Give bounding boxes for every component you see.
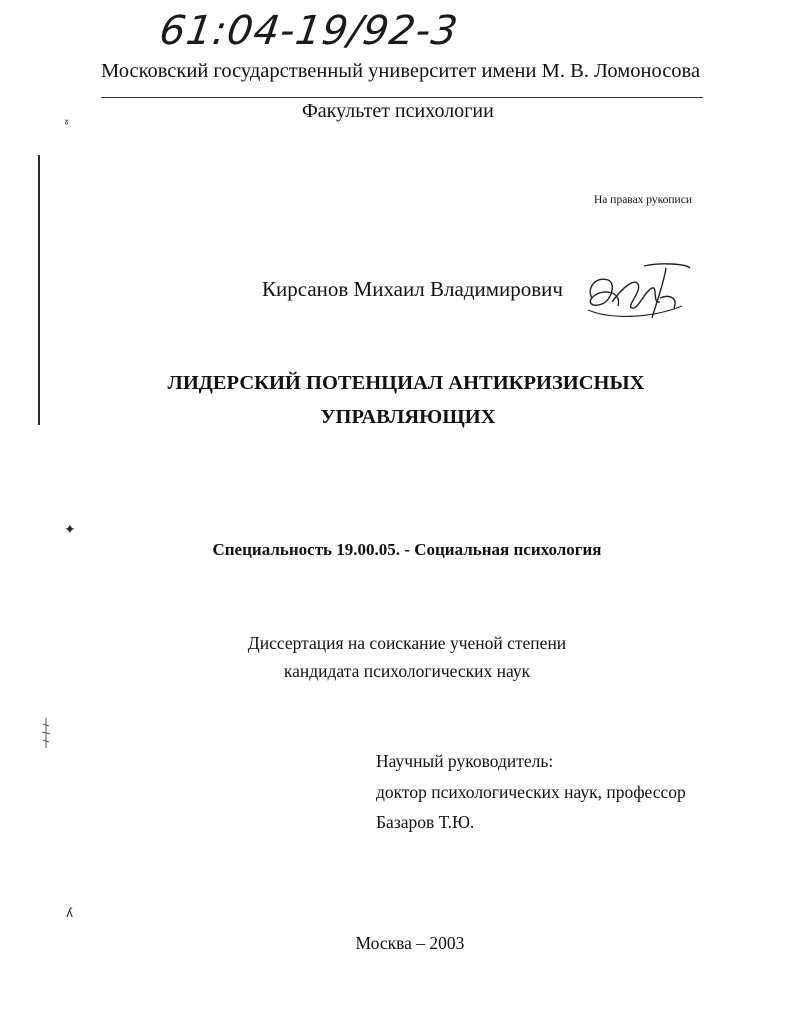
university-name: Московский государственный университет имени М. В. Ломоносова	[101, 60, 701, 82]
scan-margin-line	[38, 155, 40, 425]
scan-margin-mark: ʎ	[66, 906, 74, 920]
dissertation-title-line-2: УПРАВЛЯЮЩИХ	[320, 406, 496, 428]
author-signature	[582, 258, 694, 324]
specialty-line: Специальность 19.00.05. - Социальная психология	[212, 540, 602, 559]
archive-code-handwritten: 61:04-19/92-3	[156, 8, 462, 54]
scan-margin-mark: ˠ	[64, 116, 70, 130]
degree-line-2: кандидата психологических наук	[283, 661, 531, 681]
manuscript-rights-note: На правах рукописи	[594, 194, 692, 206]
dissertation-title-line-1: ЛИДЕРСКИЙ ПОТЕНЦИАЛ АНТИКРИЗИСНЫХ	[167, 372, 645, 394]
city-year: Москва – 2003	[355, 933, 465, 953]
supervisor-name: Базаров Т.Ю.	[376, 812, 475, 832]
author-name: Кирсанов Михаил Владимирович	[262, 277, 563, 301]
degree-line-1: Диссертация на соискание ученой степени	[247, 633, 567, 653]
faculty-name: Факультет психологии	[302, 100, 494, 122]
scan-margin-mark: ✦	[64, 522, 76, 538]
scan-margin-speckle	[40, 716, 52, 750]
supervisor-degree: доктор психологических наук, профессор	[376, 782, 686, 802]
header-divider	[101, 97, 703, 98]
supervisor-label: Научный руководитель:	[376, 751, 554, 771]
